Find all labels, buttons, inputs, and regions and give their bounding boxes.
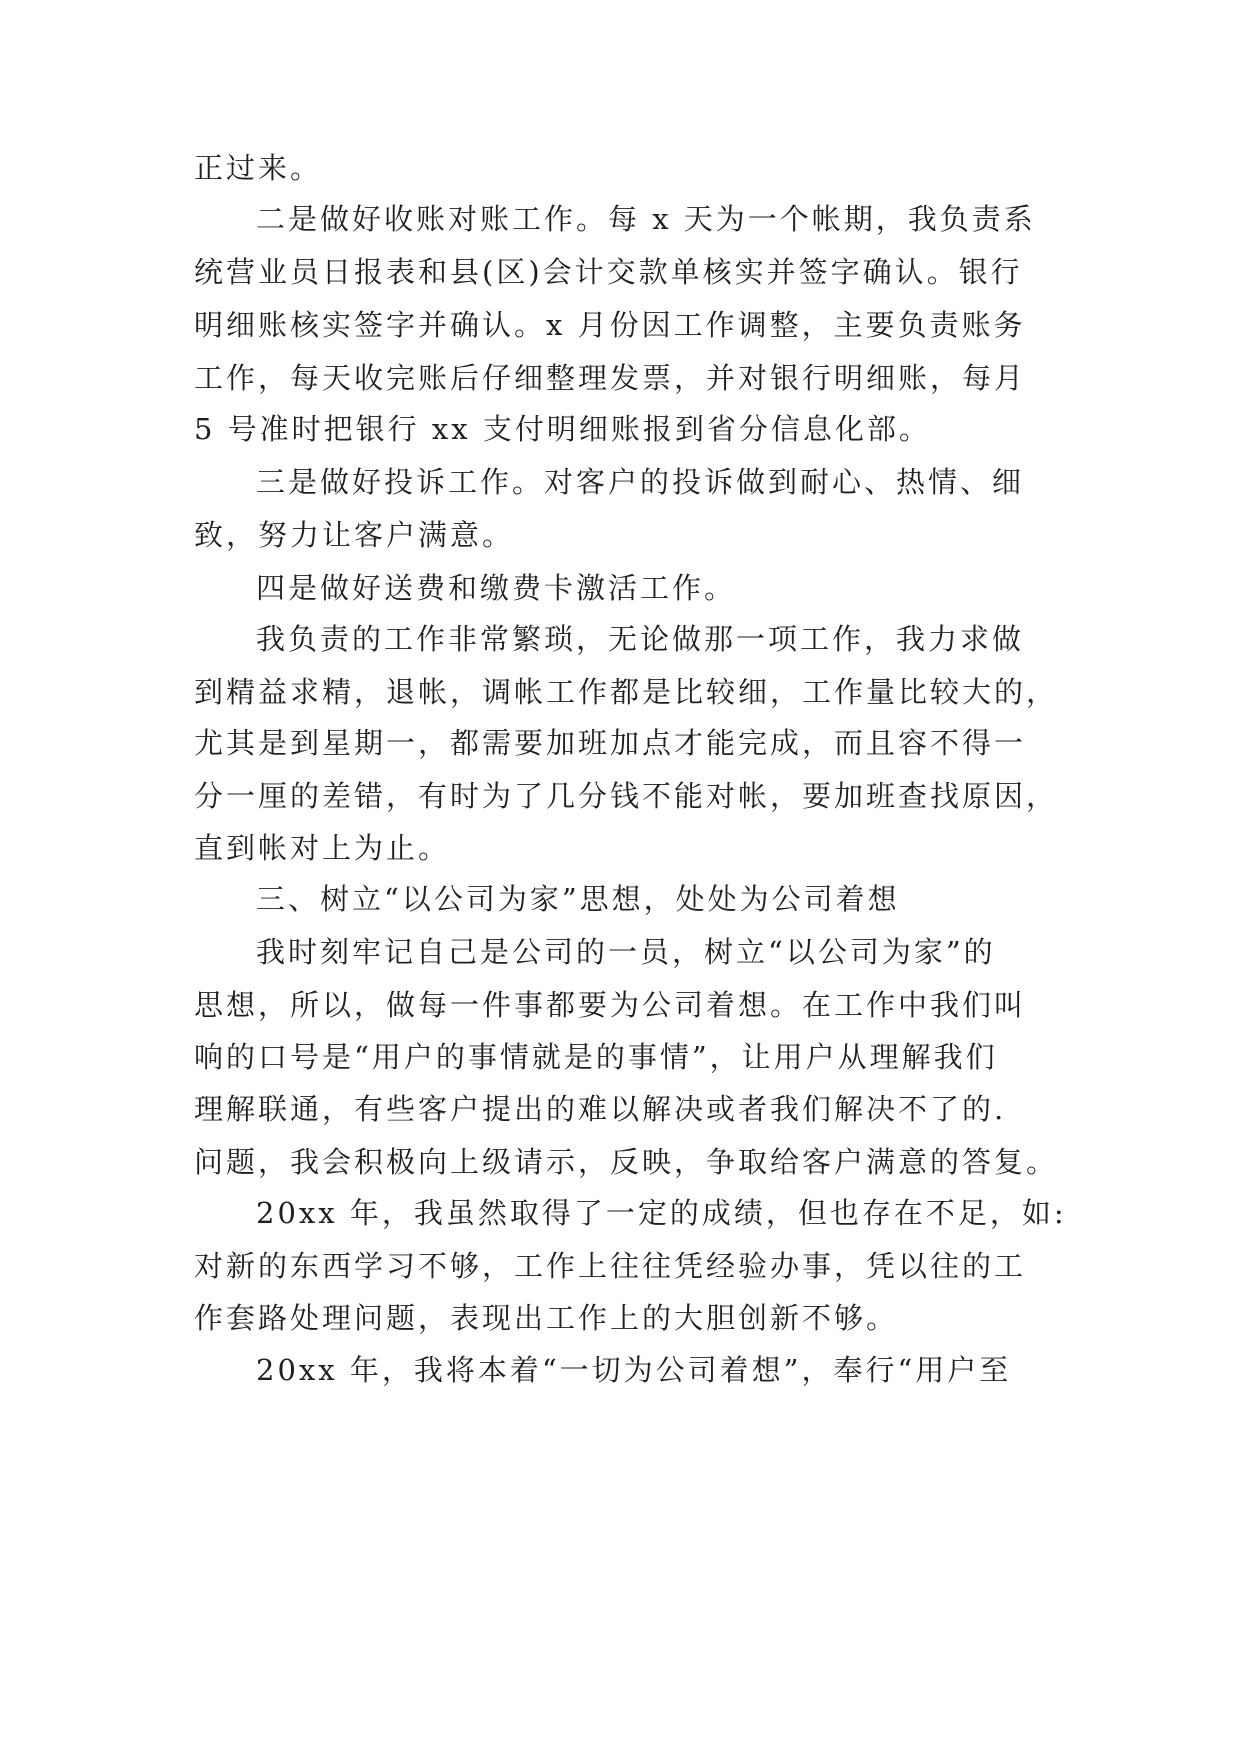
- text-line: 响的口号是“用户的事情就是的事情”，让用户从理解我们: [194, 1040, 998, 1074]
- text-line: 理解联通，有些客户提出的难以解决或者我们解决不了的.: [194, 1092, 1007, 1126]
- text-line: 致，努力让客户满意。: [194, 518, 515, 552]
- text-line: 尤其是到星期一，都需要加班加点才能完成，而且容不得一: [194, 726, 1027, 760]
- paragraph-first-line: 四是做好送费和缴费卡激活工作。: [256, 571, 737, 605]
- paragraph-first-line: 三是做好投诉工作。对客户的投诉做到耐心、热情、细: [256, 465, 1025, 499]
- text-line: 正过来。: [194, 151, 323, 185]
- text-line: 到精益求精，退帐，调帐工作都是比较细，工作量比较大的，: [194, 675, 1059, 709]
- paragraph-first-line: 20xx 年，我虽然取得了一定的成绩，但也存在不足，如:: [256, 1196, 1067, 1230]
- text-line: 对新的东西学习不够，工作上往往凭经验办事，凭以往的工: [194, 1249, 1027, 1283]
- paragraph-first-line: 我负责的工作非常繁琐，无论做那一项工作，我力求做: [256, 622, 1025, 656]
- text-line: 思想，所以，做每一件事都要为公司着想。在工作中我们叫: [194, 988, 1027, 1022]
- text-line: 统营业员日报表和县(区)会计交款单核实并签字确认。银行: [194, 255, 1023, 289]
- text-line: 问题，我会积极向上级请示，反映，争取给客户满意的答复。: [194, 1145, 1059, 1179]
- text-line: 分一厘的差错，有时为了几分钱不能对帐，要加班查找原因，: [194, 779, 1059, 813]
- paragraph-first-line: 20xx 年，我将本着“一切为公司着想”，奉行“用户至: [256, 1353, 1012, 1387]
- text-line: 直到帐对上为止。: [194, 831, 451, 865]
- text-line: 明细账核实签字并确认。x 月份因工作调整，主要负责账务: [194, 308, 1026, 342]
- text-line: 5 号准时把银行 xx 支付明细账报到省分信息化部。: [194, 412, 931, 446]
- text-line: 工作，每天收完账后仔细整理发票，并对银行明细账，每月: [194, 361, 1027, 395]
- text-line: 作套路处理问题，表现出工作上的大胆创新不够。: [194, 1301, 899, 1335]
- section-heading: 三、树立“以公司为家”思想，处处为公司着想: [256, 882, 900, 916]
- paragraph-first-line: 我时刻牢记自己是公司的一员，树立“以公司为家”的: [256, 935, 996, 969]
- paragraph-first-line: 二是做好收账对账工作。每 x 天为一个帐期，我负责系: [256, 202, 1036, 236]
